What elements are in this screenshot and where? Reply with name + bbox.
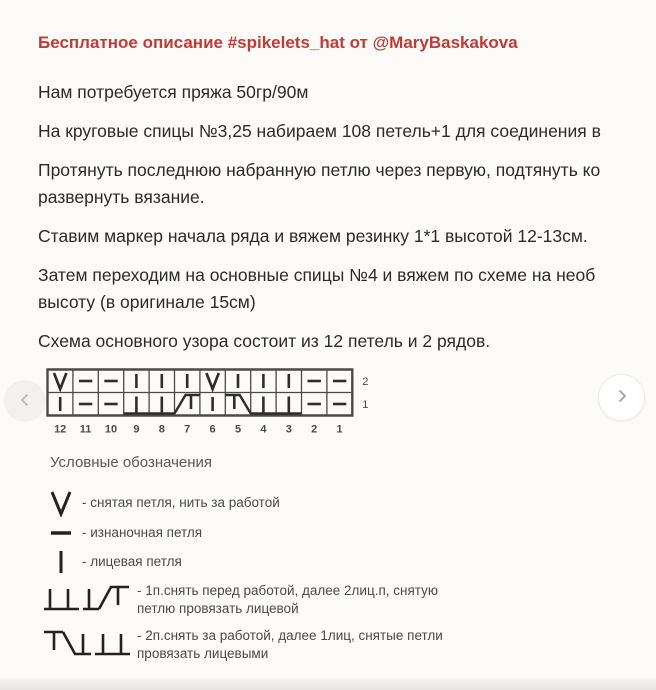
carousel-prev-button[interactable] <box>4 380 46 422</box>
paragraph: Схема основного узора состоит из 12 петель и 2 рядов. <box>38 331 491 351</box>
legend-item <box>40 582 620 618</box>
paragraph: Нам потребуется пряжа 50гр/90м <box>38 82 309 102</box>
paragraph: На круговые спицы №3,25 набираем 108 петель+1 для соединения в <box>38 121 601 141</box>
svg-text:4: 4 <box>260 423 267 436</box>
legend-item <box>40 627 620 663</box>
svg-text:1: 1 <box>336 423 343 436</box>
paragraph: Ставим маркер начала ряда и вяжем резинку 1*1 высотой 12-13см. <box>38 226 588 246</box>
bottom-bar <box>0 678 656 690</box>
chevron-right-icon <box>613 387 631 408</box>
knit-stitch-icon <box>40 549 82 575</box>
legend-item <box>40 549 620 575</box>
legend-item <box>40 489 620 517</box>
legend <box>40 454 620 672</box>
svg-text:3: 3 <box>285 423 292 436</box>
legend-item-text: - изнаночная петля <box>82 525 203 540</box>
cable-back-icon <box>40 627 137 659</box>
page-title: Бесплатное описание #spikelets_hat от @MaryBaskakova <box>38 33 518 52</box>
legend-item-text: - 1п.снять перед работой, далее 2лиц.п, снятую петлю провязать лицевой <box>137 583 438 616</box>
svg-text:1: 1 <box>362 399 369 411</box>
body-text <box>38 79 656 367</box>
legend-heading: Условные обозначения <box>50 454 213 471</box>
purl-stitch-icon <box>40 527 82 539</box>
paragraph: Затем переходим на основные спицы №4 и вяжем по схеме на необ высоту (в оригинале 15см) <box>38 265 596 312</box>
svg-text:8: 8 <box>158 423 165 436</box>
svg-text:2: 2 <box>362 376 369 388</box>
slip-stitch-icon <box>40 489 82 517</box>
svg-text:10: 10 <box>104 423 118 436</box>
legend-item <box>40 524 620 542</box>
paragraph: Протянуть последнюю набранную петлю через первую, подтянуть ко развернуть вязание. <box>38 160 601 207</box>
pattern-chart-svg <box>46 368 382 436</box>
svg-text:2: 2 <box>311 423 318 436</box>
svg-text:9: 9 <box>133 423 140 436</box>
svg-text:6: 6 <box>209 423 216 436</box>
cable-front-icon <box>40 582 137 614</box>
svg-text:5: 5 <box>234 423 242 436</box>
legend-item-text: - лицевая петля <box>82 554 182 569</box>
svg-text:12: 12 <box>54 423 67 436</box>
svg-text:11: 11 <box>79 423 92 436</box>
legend-item-text: - 2п.снять за работой, далее 1лиц, снятые петли провязать лицевыми <box>137 628 443 661</box>
legend-item-text: - снятая петля, нить за работой <box>82 495 280 510</box>
chevron-left-icon <box>16 391 34 412</box>
carousel-next-button[interactable] <box>598 374 645 421</box>
pattern-chart <box>46 368 382 441</box>
svg-text:7: 7 <box>184 423 191 436</box>
pattern-chart-carousel <box>0 366 656 446</box>
